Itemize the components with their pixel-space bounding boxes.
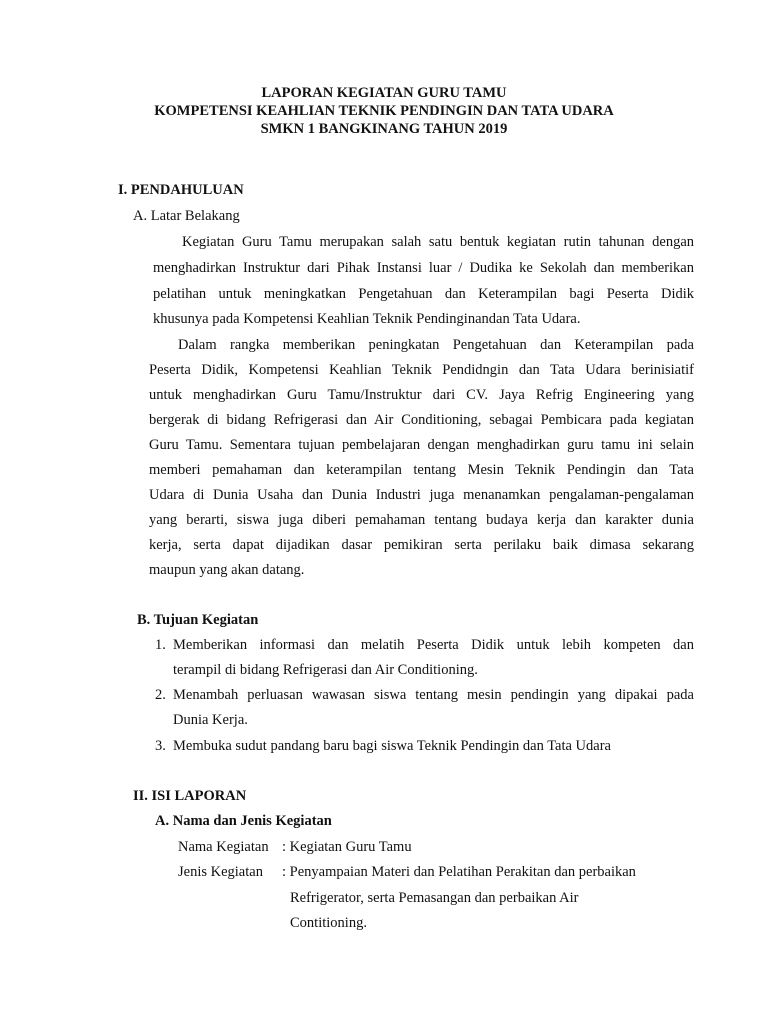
paragraph-line: untuk menghadirkan Guru Tamu/Instruktur dari CV. Jaya Refrig Engineering yang: [149, 387, 694, 403]
list-item-line: Membuka sudut pandang baru bagi siswa Teknik Pendingin dan Tata Udara: [173, 738, 611, 754]
list-item-line: Menambah perluasan wawasan siswa tentang mesin pendingin yang dipakai pada: [173, 687, 694, 703]
paragraph-line: kerja, serta dapat dijadikan dasar pemikiran serta perilaku baik dimasa sekarang: [149, 537, 694, 553]
report-school-year: SMKN 1 BANGKINANG TAHUN 2019: [260, 121, 508, 137]
subsection-tujuan-heading: B. Tujuan Kegiatan: [137, 612, 259, 628]
jenis-kegiatan-label: Jenis Kegiatan: [178, 864, 263, 880]
paragraph-line: Udara di Dunia Usaha dan Dunia Industri juga menanamkan pengalaman-pengalaman: [149, 487, 694, 503]
nama-kegiatan-value: : Kegiatan Guru Tamu: [282, 839, 412, 855]
section-1-heading: I. PENDAHULUAN: [118, 182, 244, 198]
subsection-nama-jenis-heading: A. Nama dan Jenis Kegiatan: [155, 813, 332, 829]
list-item-line: terampil di bidang Refrigerasi dan Air Conditioning.: [173, 662, 478, 678]
paragraph-line: bergerak di bidang Refrigerasi dan Air Conditioning, sebagai Pembicara pada kegiatan: [149, 412, 694, 428]
paragraph-line: yang berarti, siswa juga diberi pemahaman tentang budaya kerja dan karakter dunia: [149, 512, 694, 528]
report-title: LAPORAN KEGIATAN GURU TAMU: [261, 85, 507, 101]
paragraph-line: khusunya pada Kompetensi Keahlian Teknik Pendinginandan Tata Udara.: [153, 311, 581, 327]
paragraph-line: Peserta Didik, Kompetensi Keahlian Teknik Pendidngin dan Tata Udara berinisiatif: [149, 362, 694, 378]
list-item-line: Memberikan informasi dan melatih Peserta Didik untuk lebih kompeten dan: [173, 637, 694, 653]
paragraph-line: Dalam rangka memberikan peningkatan Pengetahuan dan Keterampilan pada: [178, 337, 694, 353]
list-number: 2.: [155, 687, 166, 703]
paragraph-line: maupun yang akan datang.: [149, 562, 305, 578]
list-number: 1.: [155, 637, 166, 653]
list-item-line: Dunia Kerja.: [173, 712, 248, 728]
paragraph-line: menghadirkan Instruktur dari Pihak Instansi luar / Dudika ke Sekolah dan memberikan: [153, 260, 694, 276]
paragraph-line: pelatihan untuk meningkatkan Pengetahuan dan Keterampilan bagi Peserta Didik: [153, 286, 694, 302]
jenis-kegiatan-value: Refrigerator, serta Pemasangan dan perbaikan Air: [290, 890, 579, 906]
nama-kegiatan-label: Nama Kegiatan: [178, 839, 269, 855]
jenis-kegiatan-value: Contitioning.: [290, 915, 367, 931]
jenis-kegiatan-value: : Penyampaian Materi dan Pelatihan Perakitan dan perbaikan: [282, 864, 636, 880]
list-number: 3.: [155, 738, 166, 754]
subsection-latar-belakang-heading: A. Latar Belakang: [133, 208, 240, 224]
report-subtitle: KOMPETENSI KEAHLIAN TEKNIK PENDINGIN DAN TATA UDARA: [154, 103, 614, 119]
paragraph-line: Kegiatan Guru Tamu merupakan salah satu bentuk kegiatan rutin tahunan dengan: [182, 234, 694, 250]
paragraph-line: Guru Tamu. Sementara tujuan pembelajaran dengan menghadirkan guru tamu ini selain: [149, 437, 694, 453]
section-2-heading: II. ISI LAPORAN: [133, 788, 247, 804]
paragraph-line: memberi pemahaman dan keterampilan tentang Mesin Teknik Pendingin dan Tata: [149, 462, 694, 478]
